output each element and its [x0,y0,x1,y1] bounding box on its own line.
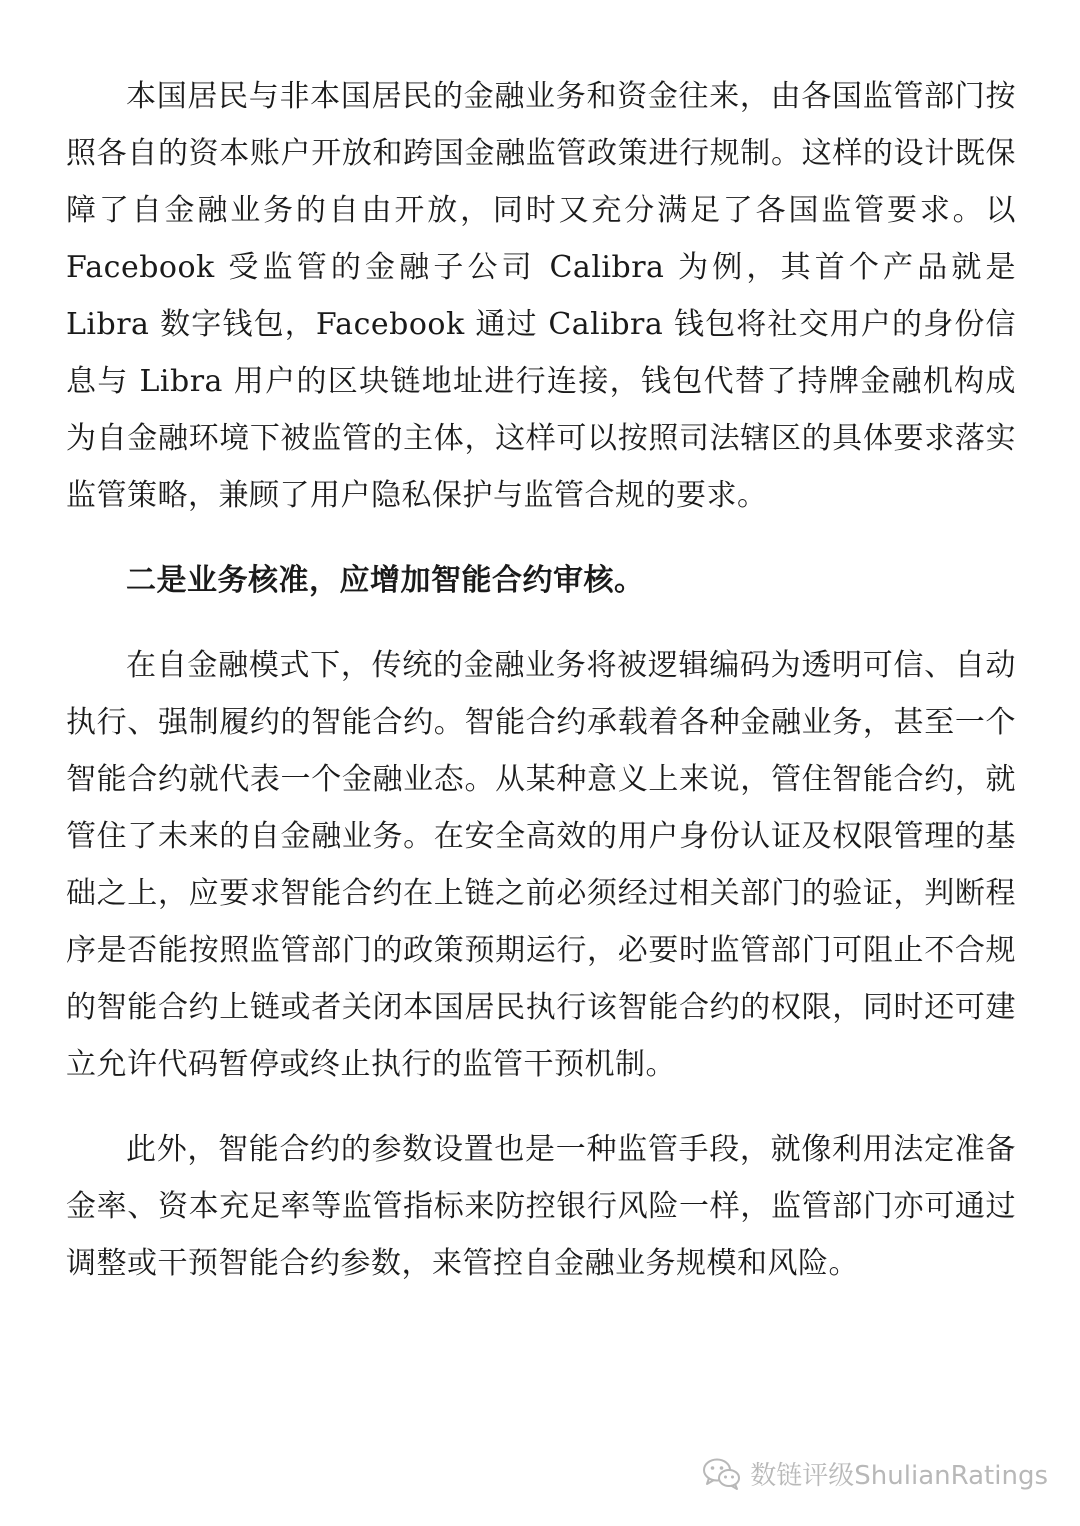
article-body [66,68,1016,1292]
wechat-icon [702,1457,742,1491]
section-heading-business-approval: 二是业务核准，应增加智能合约审核。 [126,563,645,598]
paragraph-gap [66,1093,1016,1121]
watermark [702,1455,1048,1492]
paragraph-gap [66,609,1016,637]
paragraph-regulation-design: 本国居民与非本国居民的金融业务和资金往来，由各国监管部门按照各自的资本账户开放和跨国金融监管政策进行规制。这样的设计既保障了自金融业务的自由开放，同时又充分满足了各国监管要求。以 Facebook 受监管的金融子公司 Calibra 为例，其首个产品就是 Libra 数字钱包，Facebook 通过 Calibra 钱包将社交用户的身份信息与 Libra 用户的区块链地址进行连接，钱包代替了持牌金融机构成为自金融环境下被监管的主体，这样可以按照司法辖区的具体要求落实监管策略，兼顾了用户隐私保护与监管合规的要求。 [66,79,1016,513]
watermark-text: 数链评级ShulianRatings [750,1461,1048,1491]
paragraph-smart-contract-review: 在自金融模式下，传统的金融业务将被逻辑编码为透明可信、自动执行、强制履约的智能合约。智能合约承载着各种金融业务，甚至一个智能合约就代表一个金融业态。从某种意义上来说，管住智能合约，就管住了未来的自金融业务。在安全高效的用户身份认证及权限管理的基础之上，应要求智能合约在上链之前必须经过相关部门的验证，判断程序是否能按照监管部门的政策预期运行，必要时监管部门可阻止不合规的智能合约上链或者关闭本国居民执行该智能合约的权限，同时还可建立允许代码暂停或终止执行的监管干预机制。 [66,648,1016,1082]
paragraph-contract-parameters: 此外，智能合约的参数设置也是一种监管手段，就像利用法定准备金率、资本充足率等监管指标来防控银行风险一样，监管部门亦可通过调整或干预智能合约参数，来管控自金融业务规模和风险。 [66,1132,1016,1281]
paragraph-gap [66,524,1016,552]
